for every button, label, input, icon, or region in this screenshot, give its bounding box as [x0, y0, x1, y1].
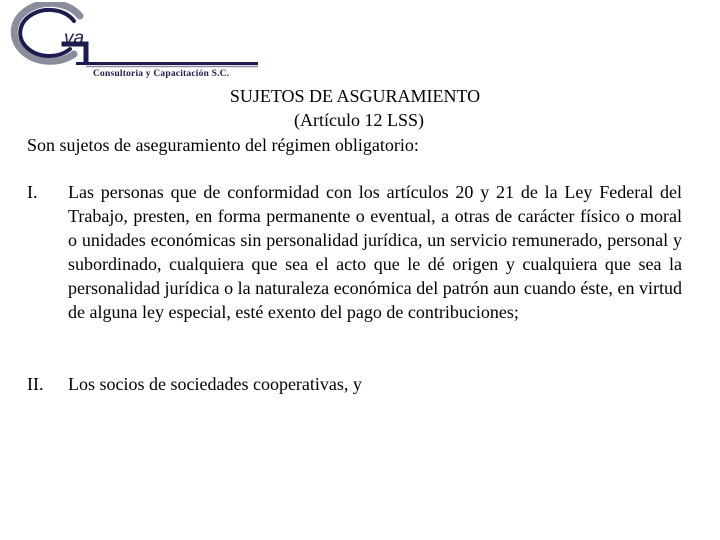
page-subtitle: (Artículo 12 LSS) [294, 110, 424, 130]
logo-g-mark-icon [4, 2, 260, 68]
page-title: SUJETOS DE ASGURAMIENTO [229, 86, 481, 106]
list-item-numeral: I. [27, 182, 38, 202]
list-item [27, 372, 682, 396]
list-item-text: Las personas que de conformidad con los artículos 20 y 21 de la Ley Federal del Trabajo, presten, en forma permanente o eventual, a otras de carácter físico o moral o unidades económicas sin personalidad jurídica, un servicio remunerado, personal y subordinado, cualquiera que sea el acto que le dé origen y cualquiera que sea la personalidad jurídica o la naturaleza económica del patrón aun cuando éste, en virtud de alguna ley especial, esté exento del pago de contribuciones; [68, 182, 682, 322]
logo-letters: va [64, 28, 85, 49]
list-item-numeral: II. [27, 374, 44, 394]
list-item-text: Los socios de sociedades cooperativas, y [68, 374, 362, 394]
company-logo [4, 2, 260, 82]
list-item [27, 180, 682, 324]
company-name: Consultoria y Capacitación S.C. [93, 69, 230, 79]
intro-text: Son sujetos de aseguramiento del régimen obligatorio: [27, 135, 419, 155]
